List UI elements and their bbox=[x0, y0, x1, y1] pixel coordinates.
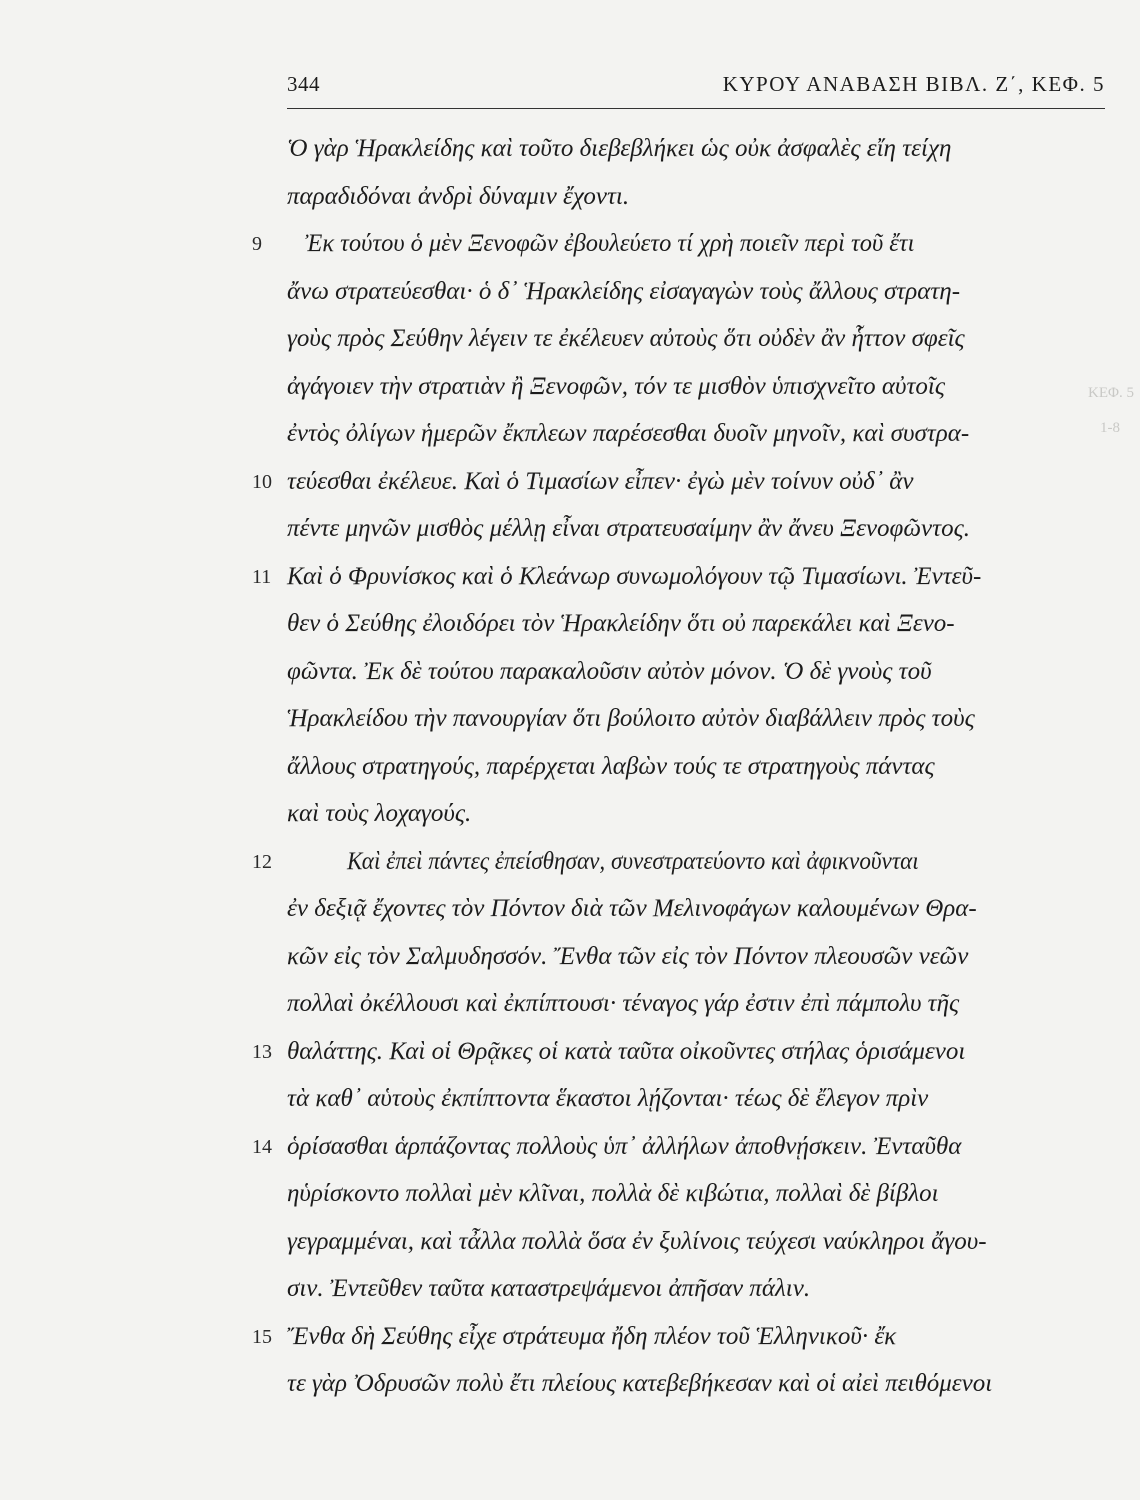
section-number: 13 bbox=[252, 1040, 272, 1063]
text-line: ηὑρίσκοντο πολλαὶ μὲν κλῖναι, πολλὰ δὲ κιβώτια, πολλαὶ δὲ βίβλοι bbox=[287, 1180, 939, 1207]
text-line: θεν ὁ Σεύθης ἐλοιδόρει τὸν Ἡρακλείδην ὅτι οὐ παρεκάλει καὶ Ξενο- bbox=[287, 610, 955, 637]
section-number: 14 bbox=[252, 1135, 272, 1158]
text-line: Καὶ ὁ Φρυνίσκος καὶ ὁ Κλεάνωρ συνωμολόγουν τῷ Τιμασίωνι. Ἐντεῦ- bbox=[287, 562, 982, 590]
text-line: ἄνω στρατεύεσθαι· ὁ δ᾽ Ἡρακλείδης εἰσαγαγὼν τοὺς ἄλλους στρατη- bbox=[287, 277, 961, 305]
page-number: 344 bbox=[287, 72, 320, 96]
text-line: ὁρίσασθαι ἁρπάζοντας πολλοὺς ὑπ᾽ ἀλλήλων ἀποθνῄσκειν. Ἐνταῦθα bbox=[287, 1132, 962, 1160]
text-line: τε γὰρ Ὀδρυσῶν πολὺ ἔτι πλείους κατεβεβήκεσαν καὶ οἱ αἰεὶ πειθόμενοι bbox=[287, 1370, 993, 1397]
text-line: Ἐκ τούτου ὁ μὲν Ξενοφῶν ἐβουλεύετο τί χρὴ ποιεῖν περὶ τοῦ ἔτι bbox=[305, 230, 915, 257]
text-line: ἀγάγοιεν τὴν στρατιὰν ἢ Ξενοφῶν, τόν τε μισθὸν ὑπισχνεῖτο αὐτοῖς bbox=[287, 372, 945, 400]
section-number: 11 bbox=[252, 565, 272, 588]
text-line: γεγραμμέναι, καὶ τἆλλα πολλὰ ὅσα ἐν ξυλίνοις τεύχεσι ναύκληροι ἄγου- bbox=[287, 1227, 987, 1255]
text-line: γοὺς πρὸς Σεύθην λέγειν τε ἐκέλευεν αὐτοὺς ὅτι οὐδὲν ἂν ἧττον σφεῖς bbox=[287, 325, 965, 352]
text-line: θαλάττης. Καὶ οἱ Θρᾷκες οἱ κατὰ ταῦτα οἰκοῦντες στήλας ὁρισάμενοι bbox=[287, 1037, 966, 1065]
text-line: Καὶ ἐπεὶ πάντες ἐπείσθησαν, συνεστρατεύοντο καὶ ἀφικνοῦνται bbox=[347, 847, 919, 875]
text-line: κῶν εἰς τὸν Σαλμυδησσόν. Ἔνθα τῶν εἰς τὸν Πόντον πλεουσῶν νεῶν bbox=[287, 942, 969, 970]
bleed-through-mark: ΚΕΦ. 5 bbox=[1088, 385, 1134, 401]
text-line: ἄλλους στρατηγούς, παρέρχεται λαβὼν τούς τε στρατηγοὺς πάντας bbox=[287, 752, 935, 780]
page-header bbox=[287, 72, 1105, 109]
section-number: 10 bbox=[252, 470, 272, 493]
running-head: ΚΥΡΟΥ ΑΝΑΒΑΣΗ ΒΙΒΛ. Ζ΄, ΚΕΦ. 5 bbox=[722, 72, 1105, 96]
text-line: τεύεσθαι ἐκέλευε. Καὶ ὁ Τιμασίων εἶπεν· ἐγὼ μὲν τοίνυν οὐδ᾽ ἂν bbox=[287, 467, 914, 495]
bleed-through-mark: 1-8 bbox=[1100, 420, 1120, 436]
text-line: Ἔνθα δὴ Σεύθης εἶχε στράτευμα ἤδη πλέον τοῦ Ἑλληνικοῦ· ἔκ bbox=[287, 1322, 897, 1350]
text-line: τὰ καθ᾽ αὑτοὺς ἐκπίπτοντα ἕκαστοι λῄζονται· τέως δὲ ἔλεγον πρὶν bbox=[287, 1085, 929, 1112]
text-line: φῶντα. Ἐκ δὲ τούτου παρακαλοῦσιν αὐτὸν μόνον. Ὁ δὲ γνοὺς τοῦ bbox=[287, 657, 932, 685]
section-number: 9 bbox=[252, 233, 262, 255]
section-number: 12 bbox=[252, 850, 272, 873]
text-line: Ἡρακλείδου τὴν πανουργίαν ὅτι βούλοιτο αὐτὸν διαβάλλειν πρὸς τοὺς bbox=[287, 705, 975, 732]
section-number: 15 bbox=[252, 1325, 272, 1348]
text-line: ἐν δεξιᾷ ἔχοντες τὸν Πόντον διὰ τῶν Μελινοφάγων καλουμένων Θρα- bbox=[287, 895, 977, 922]
text-line: ἐντὸς ὀλίγων ἡμερῶν ἔκπλεων παρέσεσθαι δυοῖν μηνοῖν, καὶ συστρα- bbox=[287, 420, 970, 447]
text-line: σιν. Ἐντεῦθεν ταῦτα καταστρεψάμενοι ἀπῆσαν πάλιν. bbox=[287, 1275, 811, 1302]
text-line: πέντε μηνῶν μισθὸς μέλλῃ εἶναι στρατευσαίμην ἂν ἄνευ Ξενοφῶντος. bbox=[287, 515, 970, 542]
text-line: καὶ τοὺς λοχαγούς. bbox=[287, 800, 472, 827]
text-line: Ὁ γὰρ Ἡρακλείδης καὶ τοῦτο διεβεβλήκει ὡς οὐκ ἀσφαλὲς εἴη τείχη bbox=[287, 135, 952, 162]
text-line: παραδιδόναι ἀνδρὶ δύναμιν ἔχοντι. bbox=[287, 182, 630, 210]
text-line: πολλαὶ ὀκέλλουσι καὶ ἐκπίπτουσι· τέναγος γάρ ἐστιν ἐπὶ πάμπολυ τῆς bbox=[287, 990, 960, 1017]
